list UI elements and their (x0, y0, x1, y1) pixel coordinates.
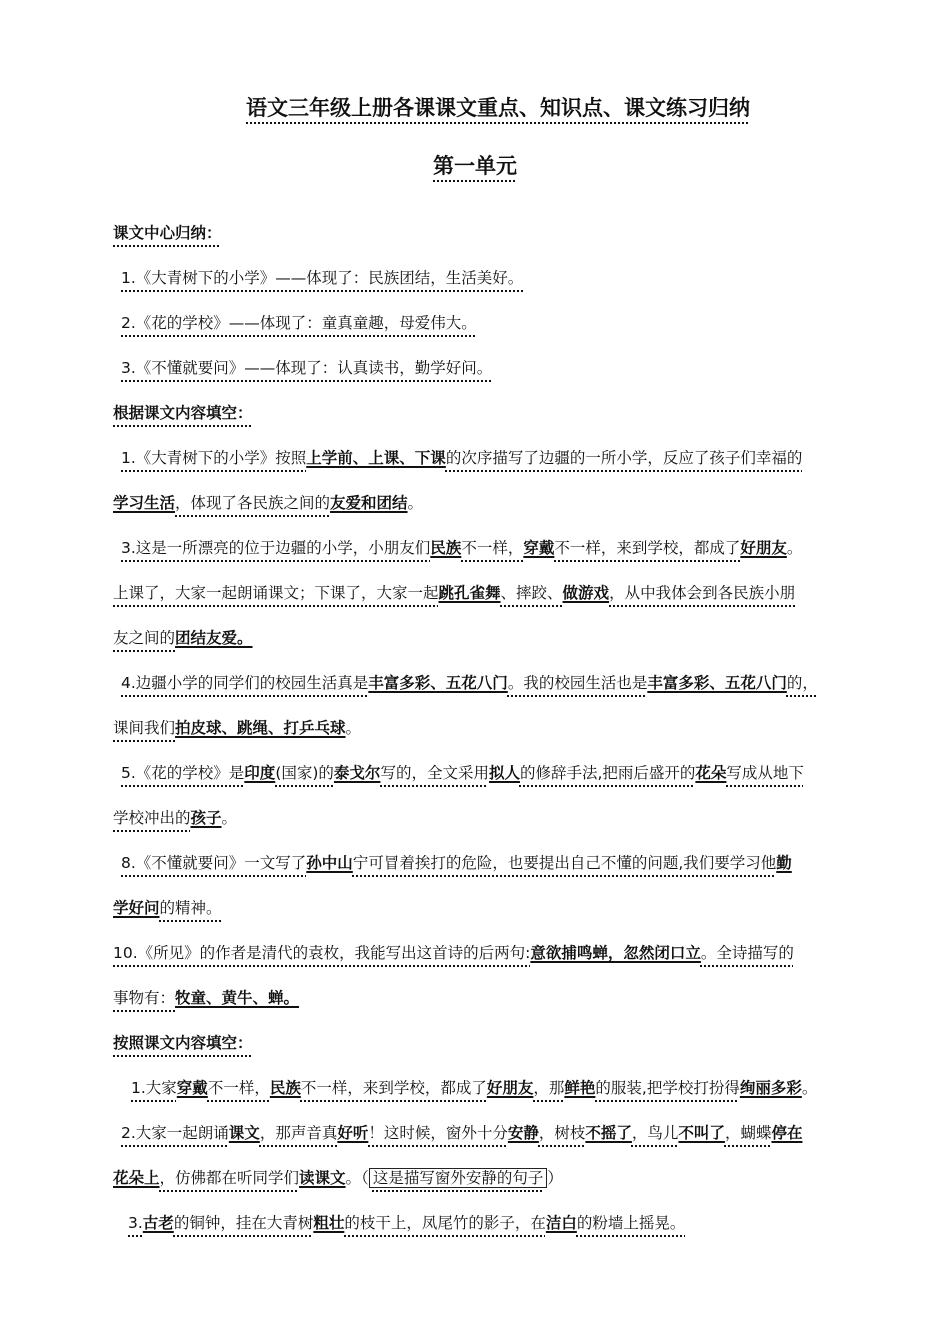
text: 的次序描写了边疆的一所小学，反应了孩子们幸福的 (445, 449, 803, 467)
unit-heading (0, 150, 950, 180)
text: ，从中我体会到各民族小朋 (609, 584, 796, 602)
paragraph-3-line-1 (113, 533, 873, 578)
text: 的服装,把学校打扮得 (595, 1079, 740, 1097)
text: 课间我们 (113, 719, 176, 737)
answer: 学好问 (113, 899, 160, 917)
text: ，仿佛都在听同学们 (159, 1169, 300, 1187)
text: 写的，全文采用 (380, 764, 489, 782)
answer: 花朵上 (113, 1169, 160, 1187)
text: ，鸟儿 (631, 1124, 679, 1142)
question-2-line-2 (113, 1163, 873, 1208)
text: 不一样， (461, 539, 524, 557)
answer: 鲜艳 (564, 1079, 596, 1097)
answer: 牧童、黄牛、蝉。 (175, 989, 300, 1007)
text: 8.《不懂就要问》一文写了 (121, 854, 307, 872)
text: 的修辞手法,把雨后盛开的 (519, 764, 696, 782)
summary-item-3 (113, 353, 873, 398)
paragraph-3-line-2 (113, 578, 873, 623)
text: ！这时候，窗外十分 (368, 1124, 508, 1142)
text: 写成从地下 (726, 764, 804, 782)
section-heading-text: 按照课文内容填空： (113, 1034, 253, 1052)
paragraph-1-line-2 (113, 488, 873, 533)
text: 、摔跤、 (500, 584, 563, 602)
answer: 好听 (337, 1124, 369, 1142)
text: 。我的校园生活也是 (507, 674, 648, 692)
summary-item-1 (113, 263, 873, 308)
answer: 民族 (430, 539, 462, 557)
answer: 拟人 (488, 764, 520, 782)
paragraph-10-line-1 (113, 938, 873, 983)
section-heading-fill-in (113, 398, 873, 443)
answer: 好朋友 (740, 539, 787, 557)
summary-item-text: 3.《不懂就要问》——体现了：认真读书，勤学好问。 (121, 359, 493, 377)
text: 学校冲出的 (113, 809, 191, 827)
paragraph-4-line-1 (113, 668, 873, 713)
unit-label: 第一单元 (433, 154, 517, 178)
paragraph-8-line-2 (113, 893, 873, 938)
answer: 好朋友 (486, 1079, 534, 1097)
paragraph-3-line-3 (113, 623, 873, 668)
section-heading-fill-in-2 (113, 1028, 873, 1073)
text: 3.这是一所漂亮的位于边疆的小学，小朋友们 (121, 539, 431, 557)
answer: 做游戏 (562, 584, 610, 602)
text: 1.大家 (131, 1079, 177, 1097)
document-body (113, 218, 873, 1253)
text: 的枝干上，凤尾竹的影子，在 (344, 1214, 546, 1232)
answer: 花朵 (695, 764, 727, 782)
answer: 丰富多彩、五花八门 (647, 674, 787, 692)
text: 。 (786, 539, 803, 557)
answer: 穿戴 (523, 539, 555, 557)
answer: 孩子 (190, 809, 222, 827)
text: ，树枝 (538, 1124, 586, 1142)
answer: 上学前、上课、下课 (306, 449, 446, 467)
paragraph-5-line-1 (113, 758, 873, 803)
answer: 泰戈尔 (333, 764, 381, 782)
text: ，那声音真 (259, 1124, 338, 1142)
answer: 粗壮 (313, 1214, 345, 1232)
answer: 拍皮球、跳绳、打乒乓球 (175, 719, 346, 737)
answer: 停在 (771, 1124, 803, 1142)
answer: 学习生活 (113, 494, 176, 512)
answer: 跳孔雀舞 (438, 584, 501, 602)
text: 的铜钟，挂在大青树 (173, 1214, 314, 1232)
text: 的粉墙上摇晃。 (576, 1214, 686, 1232)
summary-item-text: 2.《花的学校》——体现了：童真童趣，母爱伟大。 (121, 314, 477, 332)
answer: 孙中山 (306, 854, 353, 872)
paragraph-1-line-1 (113, 443, 873, 488)
text: ） (547, 1169, 563, 1187)
answer: 友爱和团结 (330, 494, 408, 512)
section-heading-text: 课文中心归纳： (113, 224, 222, 242)
paragraph-4-line-2 (113, 713, 873, 758)
text: 2.大家一起朗诵 (121, 1124, 229, 1142)
boxed-note: 这是描写窗外安静的句子 (369, 1168, 548, 1188)
text: 。 (801, 1079, 818, 1097)
text: 不一样，来到学校，都成了 (300, 1079, 487, 1097)
text: 。全诗描写的 (700, 944, 794, 962)
text: 3. (128, 1214, 143, 1232)
text: 。 (407, 494, 424, 512)
question-1-line-1 (113, 1073, 873, 1118)
answer: 古老 (142, 1214, 174, 1232)
text: 5.《花的学校》是 (121, 764, 245, 782)
answer: 团结友爱。 (175, 629, 253, 647)
text: 。 (221, 809, 238, 827)
text: 。（ (345, 1169, 369, 1187)
text: ，蝴蝶 (724, 1124, 772, 1142)
question-3-line-1 (113, 1208, 873, 1253)
answer: 勤 (776, 854, 792, 872)
section-heading-text: 根据课文内容填空： (113, 404, 253, 422)
answer: 丰富多彩、五花八门 (368, 674, 508, 692)
answer: 民族 (269, 1079, 301, 1097)
answer: 读课文 (299, 1169, 346, 1187)
paragraph-5-line-2 (113, 803, 873, 848)
text: 10.《所见》的作者是清代的袁枚，我能写出这首诗的后两句: (113, 944, 531, 962)
text: ，体现了各民族之间的 (175, 494, 331, 512)
text: (国家)的 (275, 764, 334, 782)
text: 的， (786, 674, 818, 692)
answer: 绚丽多彩 (739, 1079, 802, 1097)
text: 的精神。 (159, 899, 222, 917)
document-title: 语文三年级上册各课课文重点、知识点、课文练习归纳 (246, 96, 750, 120)
paragraph-8-line-1 (113, 848, 873, 893)
answer: 课文 (228, 1124, 260, 1142)
text: 不一样， (207, 1079, 270, 1097)
answer: 意欲捕鸣蝉，忽然闭口立 (530, 944, 701, 962)
answer: 安静 (507, 1124, 539, 1142)
text: ，那 (533, 1079, 565, 1097)
question-2-line-1 (113, 1118, 873, 1163)
text: 1.《大青树下的小学》按照 (121, 449, 307, 467)
text: 不一样，来到学校，都成了 (554, 539, 741, 557)
answer: 洁白 (545, 1214, 577, 1232)
text: 上课了，大家一起朗诵课文；下课了，大家一起 (113, 584, 439, 602)
answer: 不叫了 (678, 1124, 725, 1142)
text: 友之间的 (113, 629, 176, 647)
section-heading-summary (113, 218, 873, 263)
text: 4.边疆小学的同学们的校园生活真是 (121, 674, 369, 692)
text: 事物有： (113, 989, 176, 1007)
answer: 不摇了 (585, 1124, 632, 1142)
answer: 印度 (244, 764, 276, 782)
summary-item-2 (113, 308, 873, 353)
answer: 穿戴 (176, 1079, 208, 1097)
text: 。 (345, 719, 362, 737)
text: 宁可冒着挨打的危险，也要提出自己不懂的问题,我们要学习他 (352, 854, 777, 872)
summary-item-text: 1.《大青树下的小学》——体现了：民族团结，生活美好。 (121, 269, 524, 287)
paragraph-10-line-2 (113, 983, 873, 1028)
